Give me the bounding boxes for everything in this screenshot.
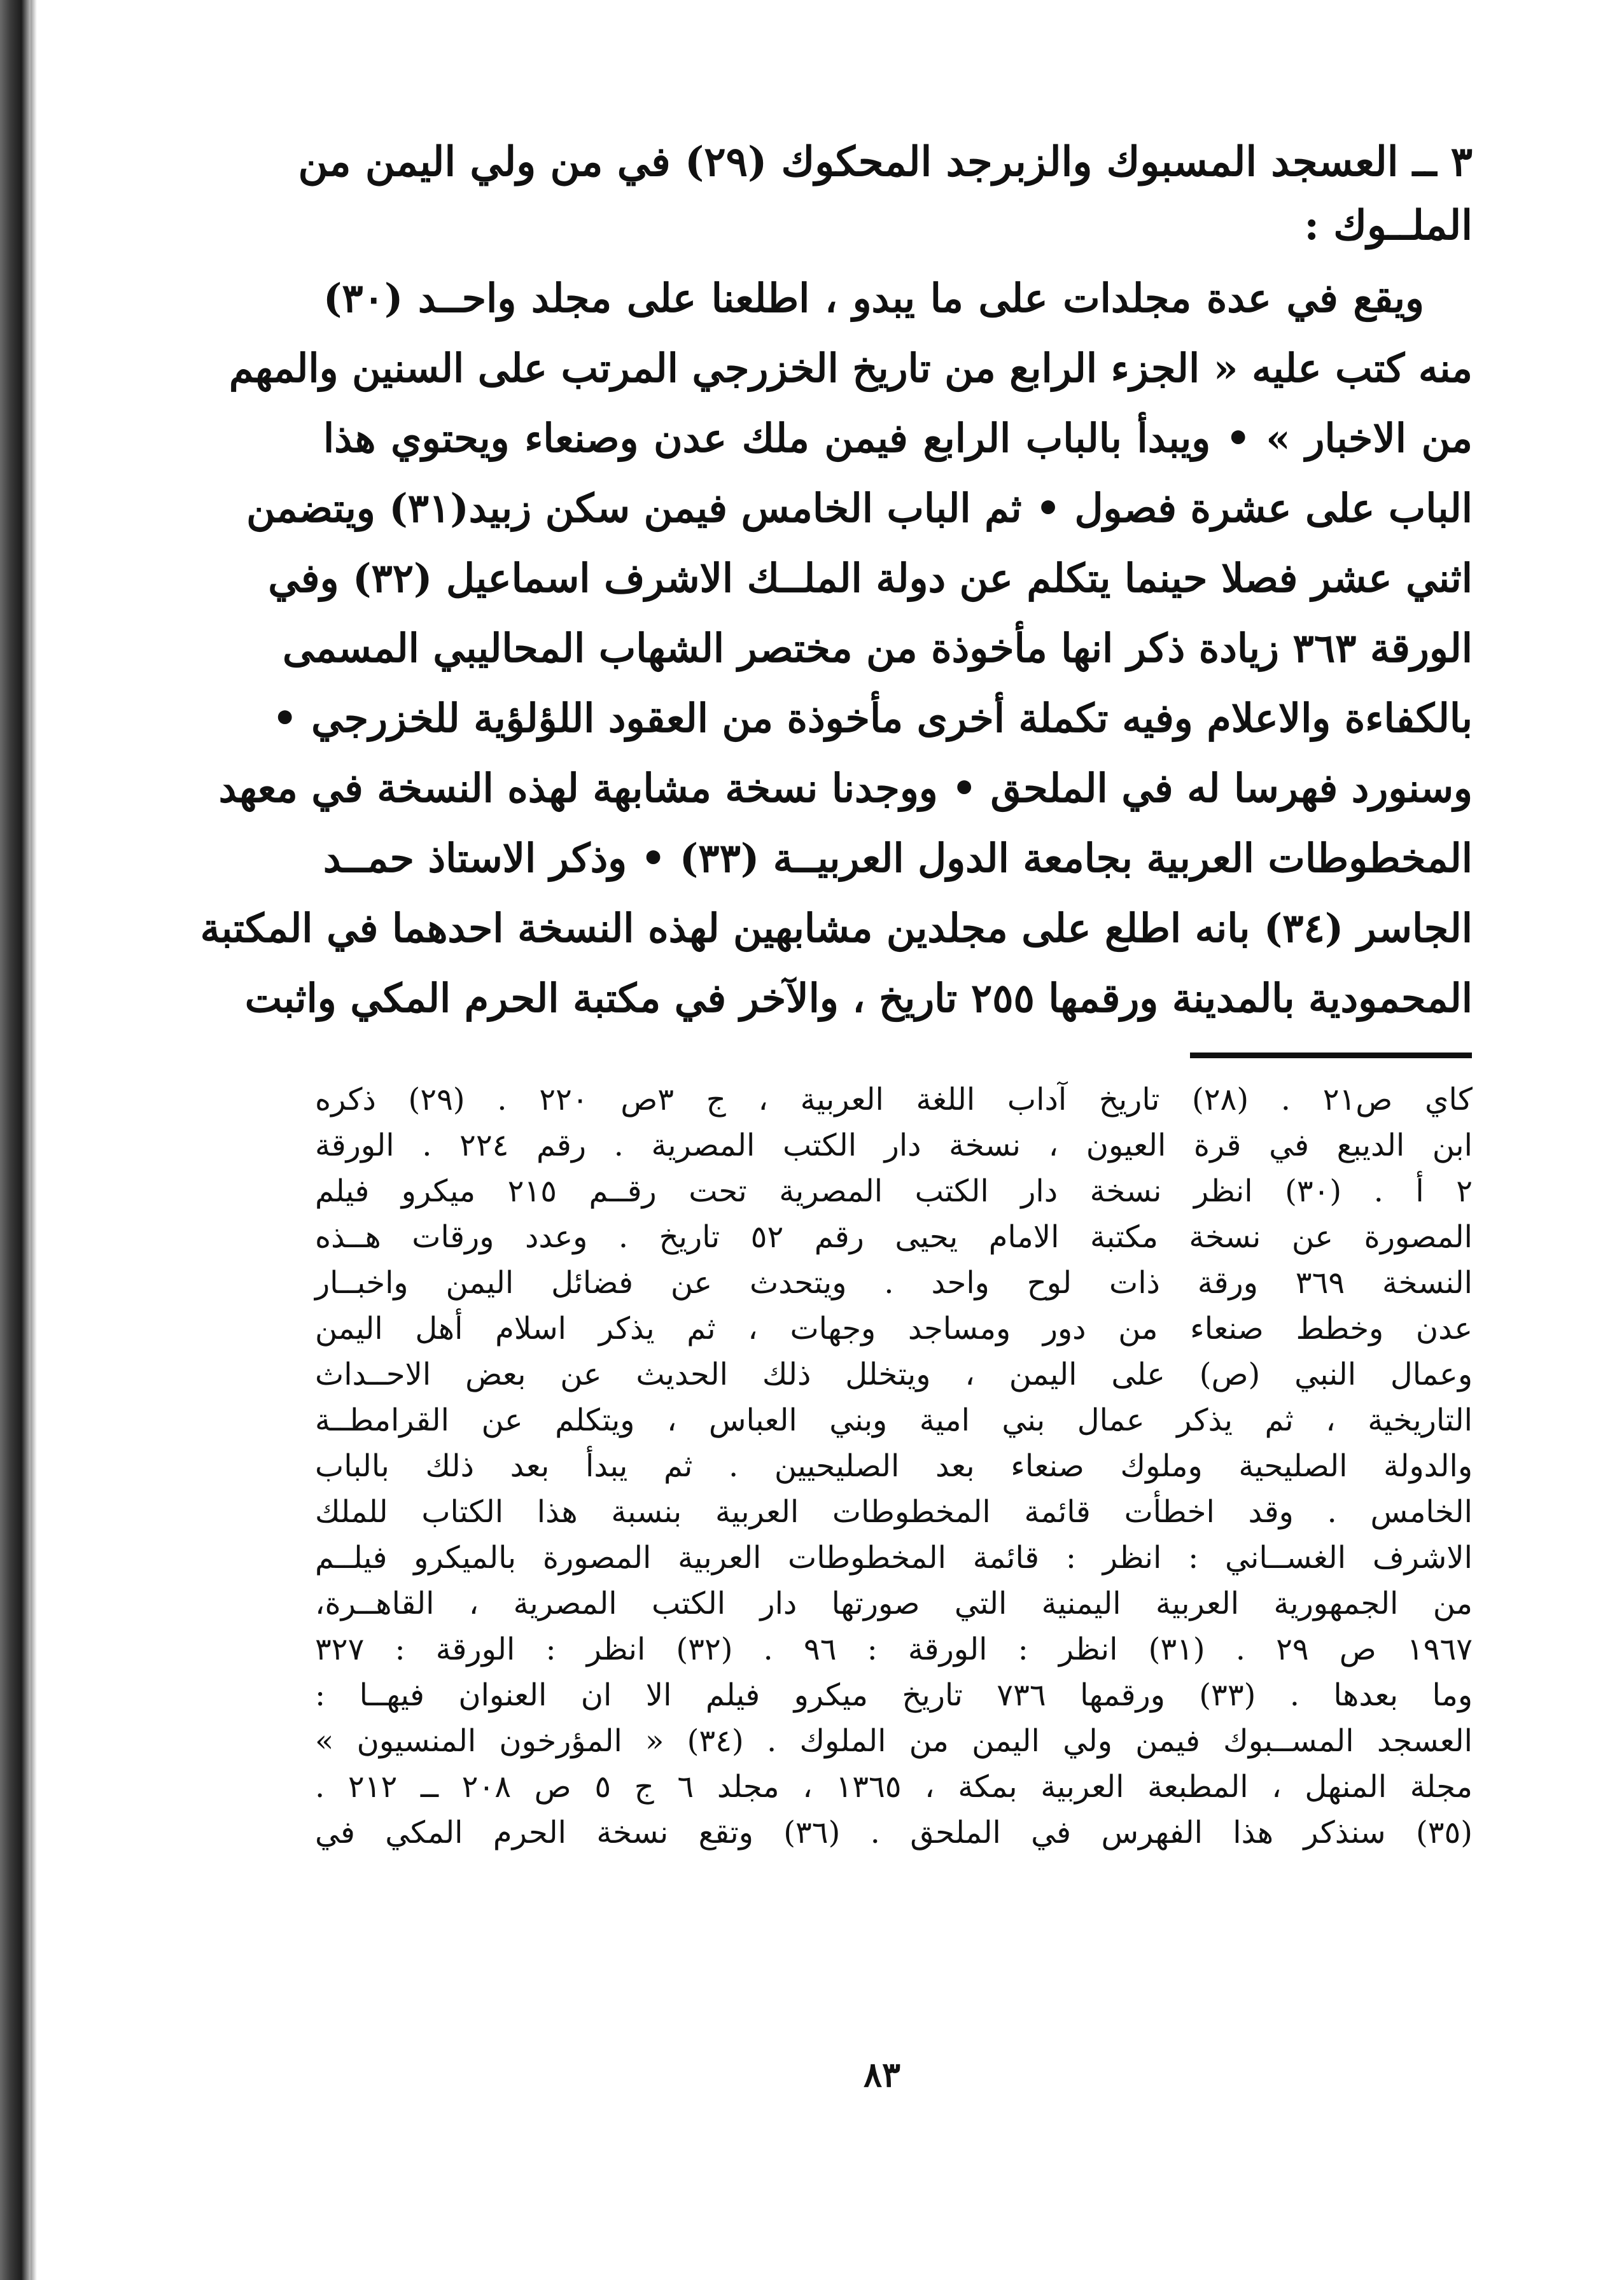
body-line: اثني عشر فصلا حينما يتكلم عن دولة الملــك الاشرف اسماعيل (٣٢) وفي <box>268 555 1473 601</box>
footnote-line: وما بعدها . (٣٣) ورقمها ٧٣٦ تاريخ ميكرو فيلم الا ان العنوان فيهــا : <box>315 1677 1473 1713</box>
footnote-line: المصورة عن نسخة مكتبة الامام يحيى رقم ٥٢ تاريخ . وعدد ورقات هــذه <box>315 1219 1473 1255</box>
footnote-line: والدولة الصليحية وملوك صنعاء بعد الصليحيين . ثم يبدأ بعد ذلك بالباب <box>315 1448 1473 1484</box>
section-heading-line-2: الملــوك : <box>1304 202 1473 249</box>
body-line: وسنورد فهرسا له في الملحق • ووجدنا نسخة مشابهة لهذه النسخة في معهد <box>218 765 1473 811</box>
footnote-line: الاشرف الغســاني : انظر : قائمة المخطوطات العربية المصورة بالميكرو فيلــم <box>315 1540 1473 1576</box>
body-line: من الاخبار » • ويبدأ بالباب الرابع فيمن ملك عدن وصنعاء ويحتوي هذا <box>323 415 1473 461</box>
body-line: الباب على عشرة فصول • ثم الباب الخامس فيمن سكن زبيد(٣١) ويتضمن <box>246 485 1473 531</box>
footnote-line: الخامس . وقد اخطأت قائمة المخطوطات العربية بنسبة هذا الكتاب للملك <box>315 1494 1473 1530</box>
footnote-line: النسخة ٣٦٩ ورقة ذات لوح واحد . ويتحدث عن فضائل اليمن واخبــار <box>315 1265 1473 1301</box>
body-line: المخطوطات العربية بجامعة الدول العربيــة (٣٣) • وذكر الاستاذ حمــد <box>323 835 1473 881</box>
body-line: الجاسر (٣٤) بانه اطلع على مجلدين مشابهين لهذه النسخة احدهما في المكتبة <box>200 905 1473 951</box>
footnote-line: ابن الديبع في قرة العيون ، نسخة دار الكتب المصرية . رقم ٢٢٤ . الورقة <box>315 1128 1473 1163</box>
footnote-line: مجلة المنهل ، المطبعة العربية بمكة ، ١٣٦٥ ، مجلد ٦ ج ٥ ص ٢٠٨ ــ ٢١٢ . <box>315 1769 1473 1805</box>
footnote-line: ١٩٦٧ ص ٢٩ . (٣١) انظر : الورقة : ٩٦ . (٣٢) انظر : الورقة : ٣٢٧ <box>315 1632 1473 1667</box>
footnote-line: ٢ أ . (٣٠) انظر نسخة دار الكتب المصرية تحت رقــم ٢١٥ ميكرو فيلم <box>315 1173 1473 1209</box>
page-number: ٨٣ <box>863 2054 900 2095</box>
footnote-line: عدن وخطط صنعاء من دور ومساجد وجهات ، ثم يذكر اسلام أهل اليمن <box>315 1311 1473 1346</box>
body-line: بالكفاءة والاعلام وفيه تكملة أخرى مأخوذة من العقود اللؤلؤية للخزرجي • <box>272 695 1473 741</box>
footnote-line: التاريخية ، ثم يذكر عمال بني امية وبني العباس ، ويتكلم عن القرامطــة <box>315 1402 1473 1438</box>
body-line: الورقة ٣٦٣ زيادة ذكر انها مأخوذة من مختصر الشهاب المحاليبي المسمى <box>283 625 1473 671</box>
body-line: المحمودية بالمدينة ورقمها ٢٥٥ تاريخ ، والآخر في مكتبة الحرم المكي واثبت <box>244 975 1473 1021</box>
footnote-line: العسجد المســبوك فيمن ولي اليمن من الملوك . (٣٤) « المؤرخون المنسيون » <box>315 1723 1473 1759</box>
footnote-line: وعمال النبي (ص) على اليمن ، ويتخلل ذلك الحديث عن بعض الاحــداث <box>315 1357 1473 1392</box>
footnote-line: كاي ص٢١ . (٢٨) تاريخ آداب اللغة العربية ، ج ٣ص ٢٢٠ . (٢٩) ذكره <box>315 1082 1473 1117</box>
footnote-separator <box>1190 1053 1472 1058</box>
body-line: ويقع في عدة مجلدات على ما يبدو ، اطلعنا على مجلد واحــد (٣٠) <box>323 275 1424 321</box>
section-heading-line-1: ٣ ــ العسجد المسبوك والزبرجد المحكوك (٢٩) في من ولي اليمن من <box>298 138 1473 186</box>
footnote-line: (٣٥) سنذكر هذا الفهرس في الملحق . (٣٦) وتقع نسخة الحرم المكي في <box>315 1815 1473 1850</box>
footnote-line: من الجمهورية العربية اليمنية التي صورتها دار الكتب المصرية ، القاهــرة، <box>315 1586 1473 1621</box>
body-line: منه كتب عليه « الجزء الرابع من تاريخ الخزرجي المرتب على السنين والمهم <box>228 345 1473 391</box>
